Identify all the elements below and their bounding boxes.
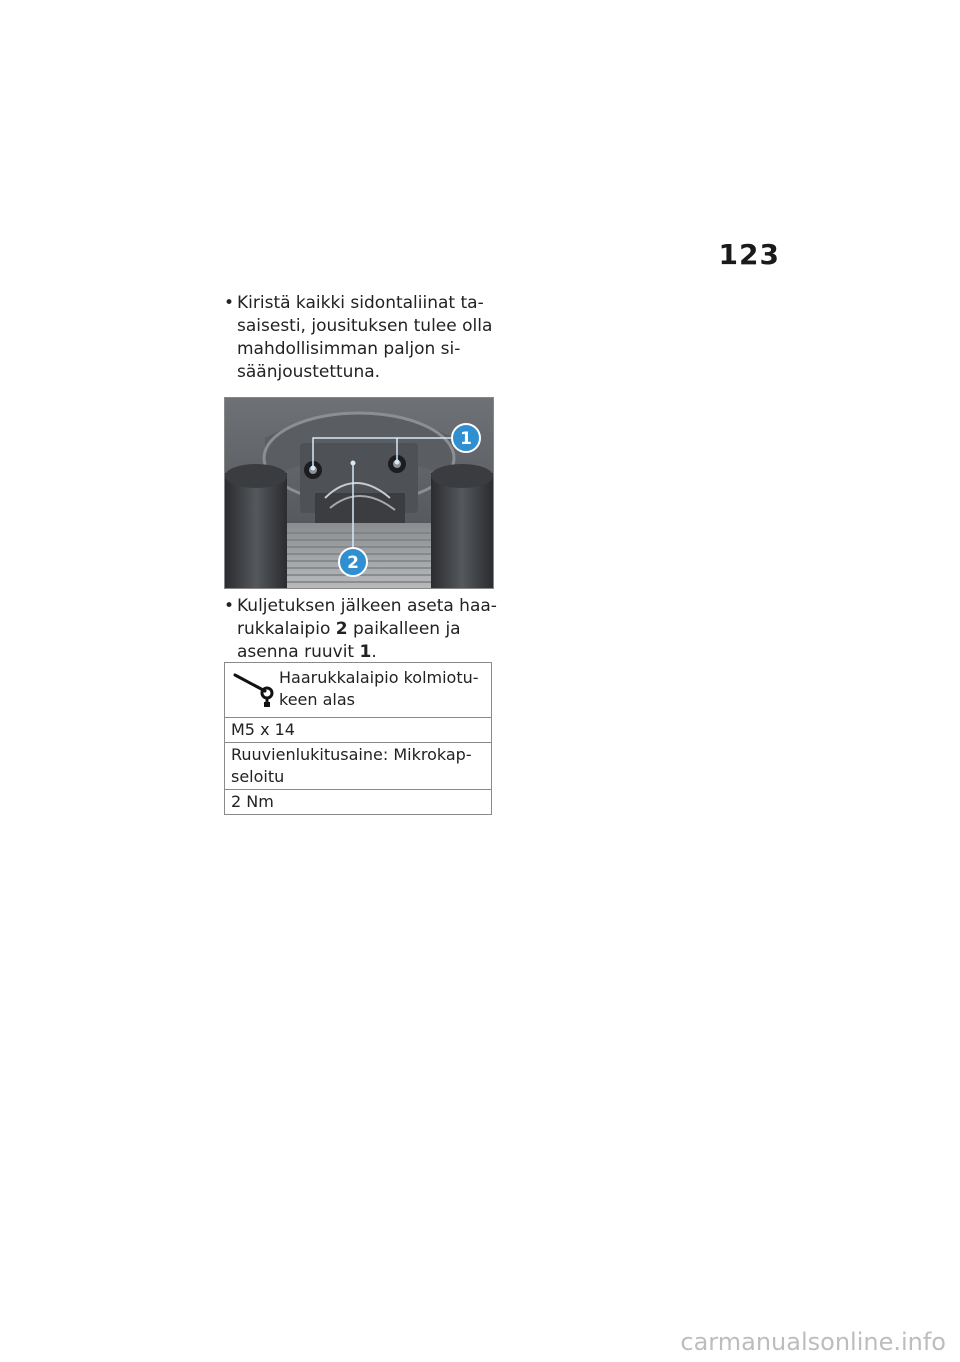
- step-text-line: asenna ruuvit 1.: [237, 642, 377, 662]
- step-text-line: säänjoustettuna.: [237, 362, 381, 382]
- callout-2: [339, 548, 367, 576]
- spec-header-line: keen alas: [279, 690, 355, 709]
- callout-1: [452, 424, 480, 452]
- bullet: •: [224, 293, 235, 313]
- svg-text:2: 2: [347, 553, 359, 573]
- instruction-step-2: [224, 595, 496, 664]
- torque-wrench-icon: [231, 669, 277, 709]
- spec-row-torque: 2 Nm: [225, 789, 491, 814]
- step-text-line: mahdollisimman paljon si-: [237, 339, 461, 359]
- bullet: •: [224, 596, 235, 616]
- spec-row-threadlock: Ruuvienlukitusaine: Mikrokap- seloitu: [225, 742, 491, 789]
- reference-number: 2: [335, 619, 348, 639]
- step-text-line: Kuljetuksen jälkeen aseta haa-: [237, 596, 497, 616]
- fork-bridge-photo: [224, 397, 494, 589]
- fork-bridge-illustration: [225, 398, 493, 588]
- instruction-step-1: [224, 292, 496, 384]
- spec-header-line: Haarukkalaipio kolmiotu-: [279, 668, 479, 687]
- step-text-line: rukkalaipio 2 paikalleen ja: [237, 619, 461, 639]
- step-text-line: saisesti, jousituksen tulee olla: [237, 316, 493, 336]
- spec-header: [225, 663, 491, 717]
- page-number: 123: [718, 238, 780, 271]
- reference-number: 1: [359, 642, 372, 662]
- torque-spec-table: [224, 662, 492, 815]
- watermark: carmanualsonline.info: [680, 1328, 946, 1356]
- step-text-line: Kiristä kaikki sidontaliinat ta-: [237, 293, 484, 313]
- svg-text:1: 1: [460, 429, 472, 449]
- spec-row-screw: M5 x 14: [225, 717, 491, 742]
